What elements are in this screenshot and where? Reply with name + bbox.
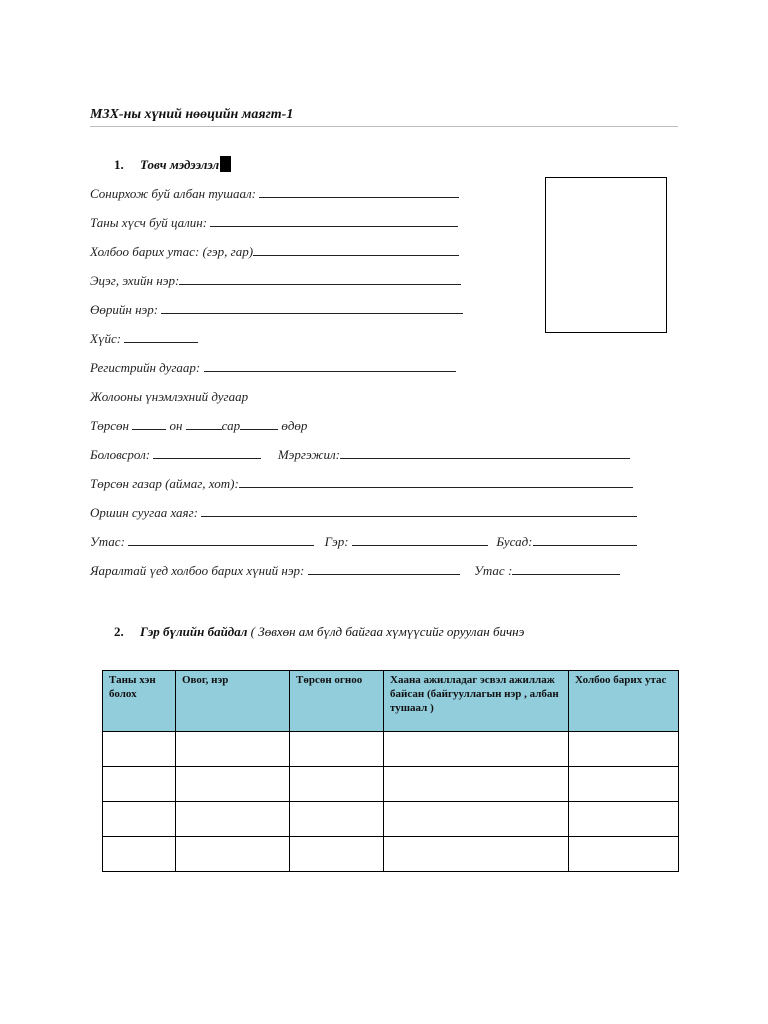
field-emergency-label: Яаралтай үед холбоо барих хүний нэр: — [90, 563, 305, 578]
field-address-label: Оршин суугаа хаяг: — [90, 505, 198, 520]
field-birth-month-input[interactable] — [186, 419, 222, 430]
table-cell[interactable] — [176, 732, 290, 767]
field-birth-year-input[interactable] — [132, 419, 166, 430]
field-register — [90, 360, 456, 376]
table-cell[interactable] — [103, 802, 176, 837]
field-emergency-phone-input[interactable] — [512, 564, 620, 575]
family-table — [102, 670, 679, 872]
photo-placeholder — [545, 177, 667, 333]
table-cell[interactable] — [103, 767, 176, 802]
field-own-name-label: Өөрийн нэр: — [90, 302, 159, 317]
table-cell[interactable] — [384, 802, 569, 837]
family-table-header — [103, 671, 679, 732]
section-1-title: Товч мэдээлэл — [140, 157, 220, 172]
field-other-label: Бусад: — [496, 534, 533, 549]
table-cell[interactable] — [290, 802, 384, 837]
title-divider — [90, 126, 678, 127]
header-name: Овог, нэр — [176, 671, 290, 732]
table-cell[interactable] — [103, 732, 176, 767]
field-education-input[interactable] — [153, 448, 261, 459]
field-month-label: сар — [221, 418, 241, 433]
field-register-label: Регистрийн дугаар: — [90, 360, 201, 375]
table-cell[interactable] — [569, 732, 679, 767]
section-1-number: 1. — [114, 157, 124, 172]
table-cell[interactable] — [384, 732, 569, 767]
table-cell[interactable] — [290, 837, 384, 872]
field-profession-label: Мэргэжил: — [277, 447, 340, 462]
field-birthplace — [90, 476, 633, 492]
field-phone2-input[interactable] — [128, 535, 314, 546]
section-2-number: 2. — [114, 624, 124, 639]
field-parent-name-input[interactable] — [179, 274, 461, 285]
table-cell[interactable] — [569, 767, 679, 802]
section-2-title: Гэр бүлийн байдал — [140, 624, 248, 639]
field-phone — [90, 244, 459, 260]
table-row — [103, 837, 679, 872]
field-gender-label: Хүйс: — [90, 331, 122, 346]
field-phones — [90, 534, 637, 550]
field-address-input[interactable] — [201, 506, 637, 517]
field-salary-label: Таны хүсч буй цалин: — [90, 215, 208, 230]
field-birthdate-label: Төрсөн — [90, 418, 129, 433]
table-cell[interactable] — [103, 837, 176, 872]
table-cell[interactable] — [176, 837, 290, 872]
field-phone-label: Холбоо барих утас: (гэр, гар) — [90, 244, 254, 259]
field-education-label: Боловсрол: — [90, 447, 151, 462]
section-2-note: ( Зөвхөн ам бүлд байгаа хүмүүсийг оруулан бичнэ — [250, 624, 525, 639]
field-birthplace-input[interactable] — [239, 477, 633, 488]
table-cell[interactable] — [569, 837, 679, 872]
field-license-label: Жолооны үнэмлэхний дугаар — [90, 389, 249, 404]
field-salary — [90, 215, 458, 231]
field-emergency-input[interactable] — [308, 564, 460, 575]
table-cell[interactable] — [290, 732, 384, 767]
field-phone2-label: Утас: — [90, 534, 125, 549]
text-cursor — [220, 156, 231, 172]
header-phone: Холбоо барих утас — [569, 671, 679, 732]
field-own-name-input[interactable] — [161, 303, 463, 314]
field-emergency-phone-label: Утас : — [474, 563, 513, 578]
table-cell[interactable] — [384, 837, 569, 872]
field-register-input[interactable] — [204, 361, 456, 372]
header-workplace: Хаана ажилладаг эсвэл ажиллаж байсан (байгууллагын нэр , албан тушаал ) — [384, 671, 569, 732]
field-birthplace-label: Төрсөн газар (аймаг, хот): — [90, 476, 239, 491]
field-parent-name-label: Эцэг, эхийн нэр: — [90, 273, 180, 288]
field-gender-input[interactable] — [124, 332, 198, 343]
field-position-input[interactable] — [259, 187, 459, 198]
field-own-name — [90, 302, 463, 318]
field-phone-input[interactable] — [253, 245, 459, 256]
field-education-profession — [90, 447, 630, 463]
table-cell[interactable] — [176, 802, 290, 837]
section-1-heading — [114, 156, 231, 173]
field-year-label: он — [169, 418, 183, 433]
field-birth-day-input[interactable] — [240, 419, 278, 430]
form-title: МЗХ-ны хүний нөөцийн маягт-1 — [90, 107, 294, 122]
field-gender — [90, 331, 198, 347]
header-birthdate: Төрсөн огноо — [290, 671, 384, 732]
field-address — [90, 505, 637, 521]
header-relation: Таны хэн болох — [103, 671, 176, 732]
table-cell[interactable] — [290, 767, 384, 802]
field-emergency — [90, 563, 620, 579]
section-2-heading — [114, 624, 524, 640]
table-cell[interactable] — [569, 802, 679, 837]
field-profession-input[interactable] — [340, 448, 630, 459]
field-birthdate — [90, 418, 307, 434]
field-other-input[interactable] — [533, 535, 637, 546]
table-row — [103, 732, 679, 767]
table-cell[interactable] — [384, 767, 569, 802]
field-salary-input[interactable] — [210, 216, 458, 227]
table-row — [103, 802, 679, 837]
field-position — [90, 186, 459, 202]
field-license — [90, 389, 248, 405]
field-position-label: Сонирхож буй албан тушаал: — [90, 186, 257, 201]
field-day-label: өдөр — [281, 418, 308, 433]
table-cell[interactable] — [176, 767, 290, 802]
field-parent-name — [90, 273, 461, 289]
field-home-input[interactable] — [352, 535, 488, 546]
field-home-label: Гэр: — [324, 534, 349, 549]
table-row — [103, 767, 679, 802]
